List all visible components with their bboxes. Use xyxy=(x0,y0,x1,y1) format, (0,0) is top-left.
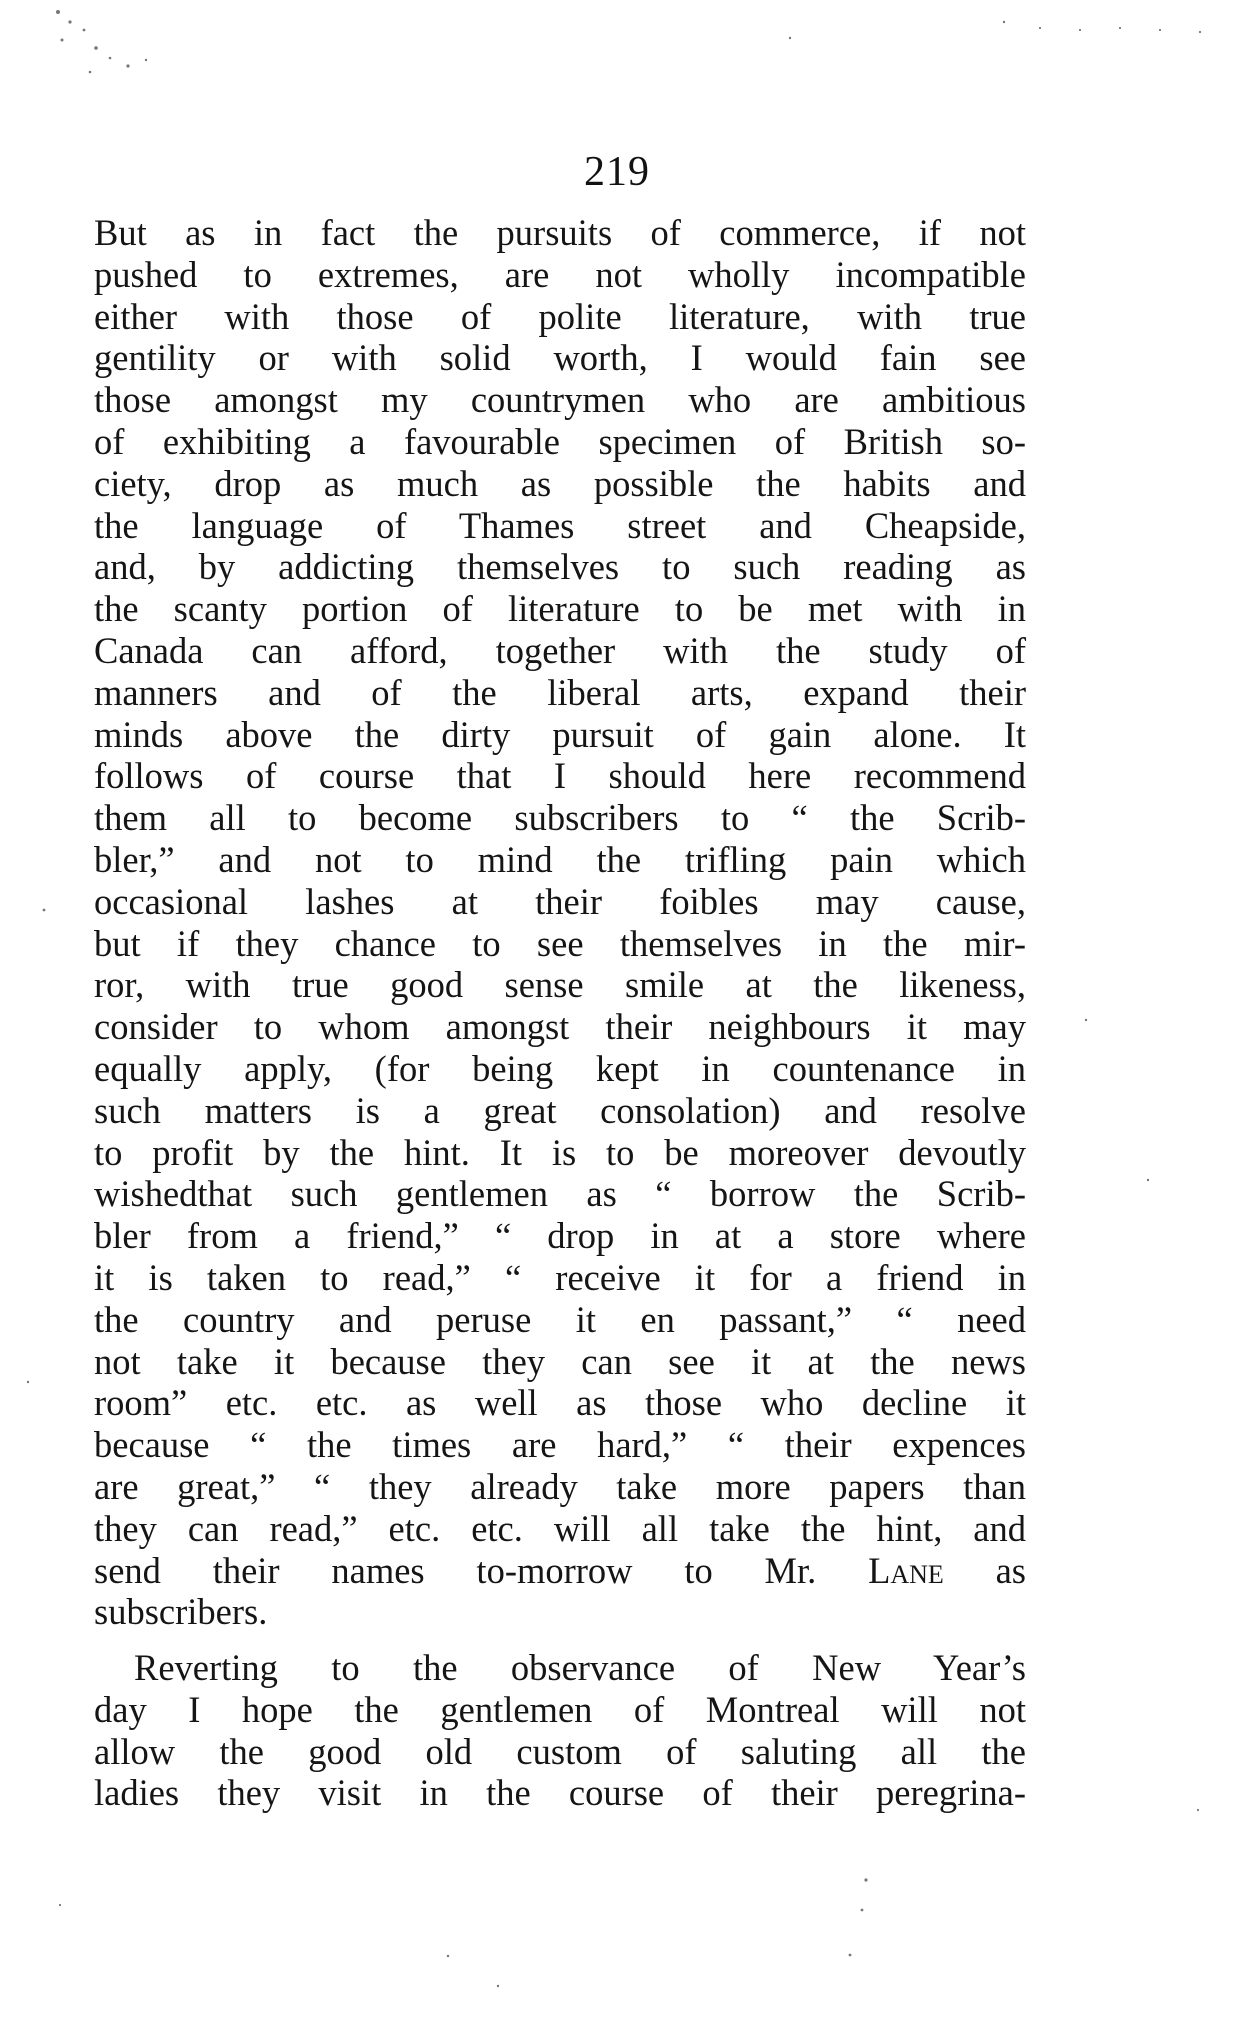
paragraph-gap xyxy=(94,1633,1026,1647)
text-line: they can read,” etc. etc. will all take the hint, and xyxy=(94,1507,1026,1549)
paragraph xyxy=(94,1647,1026,1814)
text-line: But as in fact the pursuits of commerce, if not xyxy=(94,212,1026,253)
text-line: day I hope the gentlemen of Montreal will not xyxy=(94,1688,1026,1730)
text-line: manners and of the liberal arts, expand their xyxy=(94,671,1026,713)
text-line-with-name xyxy=(94,1550,1026,1592)
text-line: Canada can afford, together with the study of xyxy=(94,629,1026,671)
text-line: bler from a friend,” “ drop in at a store where xyxy=(94,1215,1026,1257)
text-line: the scanty portion of literature to be met with in xyxy=(94,588,1026,630)
line-text: send their names to-morrow to Mr. xyxy=(94,1549,817,1591)
text-line: because “ the times are hard,” “ their expences xyxy=(94,1424,1026,1466)
text-line: allow the good old custom of saluting all the xyxy=(94,1730,1026,1772)
text-line: and, by addicting themselves to such reading as xyxy=(94,546,1026,588)
page-number: 219 xyxy=(584,149,650,195)
text-line: but if they chance to see themselves in the mir- xyxy=(94,922,1026,964)
text-line: of exhibiting a favourable specimen of British so- xyxy=(94,420,1026,462)
text-line: Reverting to the observance of New Year’s xyxy=(134,1647,1026,1689)
text-line: follows of course that I should here recommend xyxy=(94,755,1026,797)
text-line: wishedthat such gentlemen as “ borrow the Scrib- xyxy=(94,1173,1026,1215)
text-line: those amongst my countrymen who are ambitious xyxy=(94,379,1026,421)
text-line: ladies they visit in the course of their peregrina- xyxy=(94,1772,1026,1814)
text-line: it is taken to read,” “ receive it for a friend in xyxy=(94,1256,1026,1298)
text-line: not take it because they can see it at the news xyxy=(94,1340,1026,1382)
text-line: the country and peruse it en passant,” “ need xyxy=(94,1298,1026,1340)
line-end-text: as xyxy=(995,1549,1027,1591)
text-line: bler,” and not to mind the trifling pain which xyxy=(94,838,1026,880)
text-line: the language of Thames street and Cheapside, xyxy=(94,504,1026,546)
text-line: room” etc. etc. as well as those who decline it xyxy=(94,1382,1026,1424)
text-line: equally apply, (for being kept in countenance in xyxy=(94,1047,1026,1089)
paragraph xyxy=(94,212,1026,1633)
body-text xyxy=(94,212,1026,1814)
text-line: consider to whom amongst their neighbours it may xyxy=(94,1006,1026,1048)
text-line: such matters is a great consolation) and resolve xyxy=(94,1089,1026,1131)
text-line: ciety, drop as much as possible the habits and xyxy=(94,462,1026,504)
text-line: subscribers. xyxy=(94,1591,268,1633)
text-line: them all to become subscribers to “ the Scrib- xyxy=(94,797,1026,839)
text-line: pushed to extremes, are not wholly incompatible xyxy=(94,253,1026,295)
text-line: ror, with true good sense smile at the likeness, xyxy=(94,964,1026,1006)
text-line: either with those of polite literature, with true xyxy=(94,295,1026,337)
text-line: gentility or with solid worth, I would fain see xyxy=(94,337,1026,379)
text-line: minds above the dirty pursuit of gain alone. It xyxy=(94,713,1026,755)
publisher-name: Lane xyxy=(868,1549,944,1591)
text-line: to profit by the hint. It is to be moreover devoutly xyxy=(94,1131,1026,1173)
text-line: are great,” “ they already take more papers than xyxy=(94,1465,1026,1507)
text-line: occasional lashes at their foibles may cause, xyxy=(94,880,1026,922)
